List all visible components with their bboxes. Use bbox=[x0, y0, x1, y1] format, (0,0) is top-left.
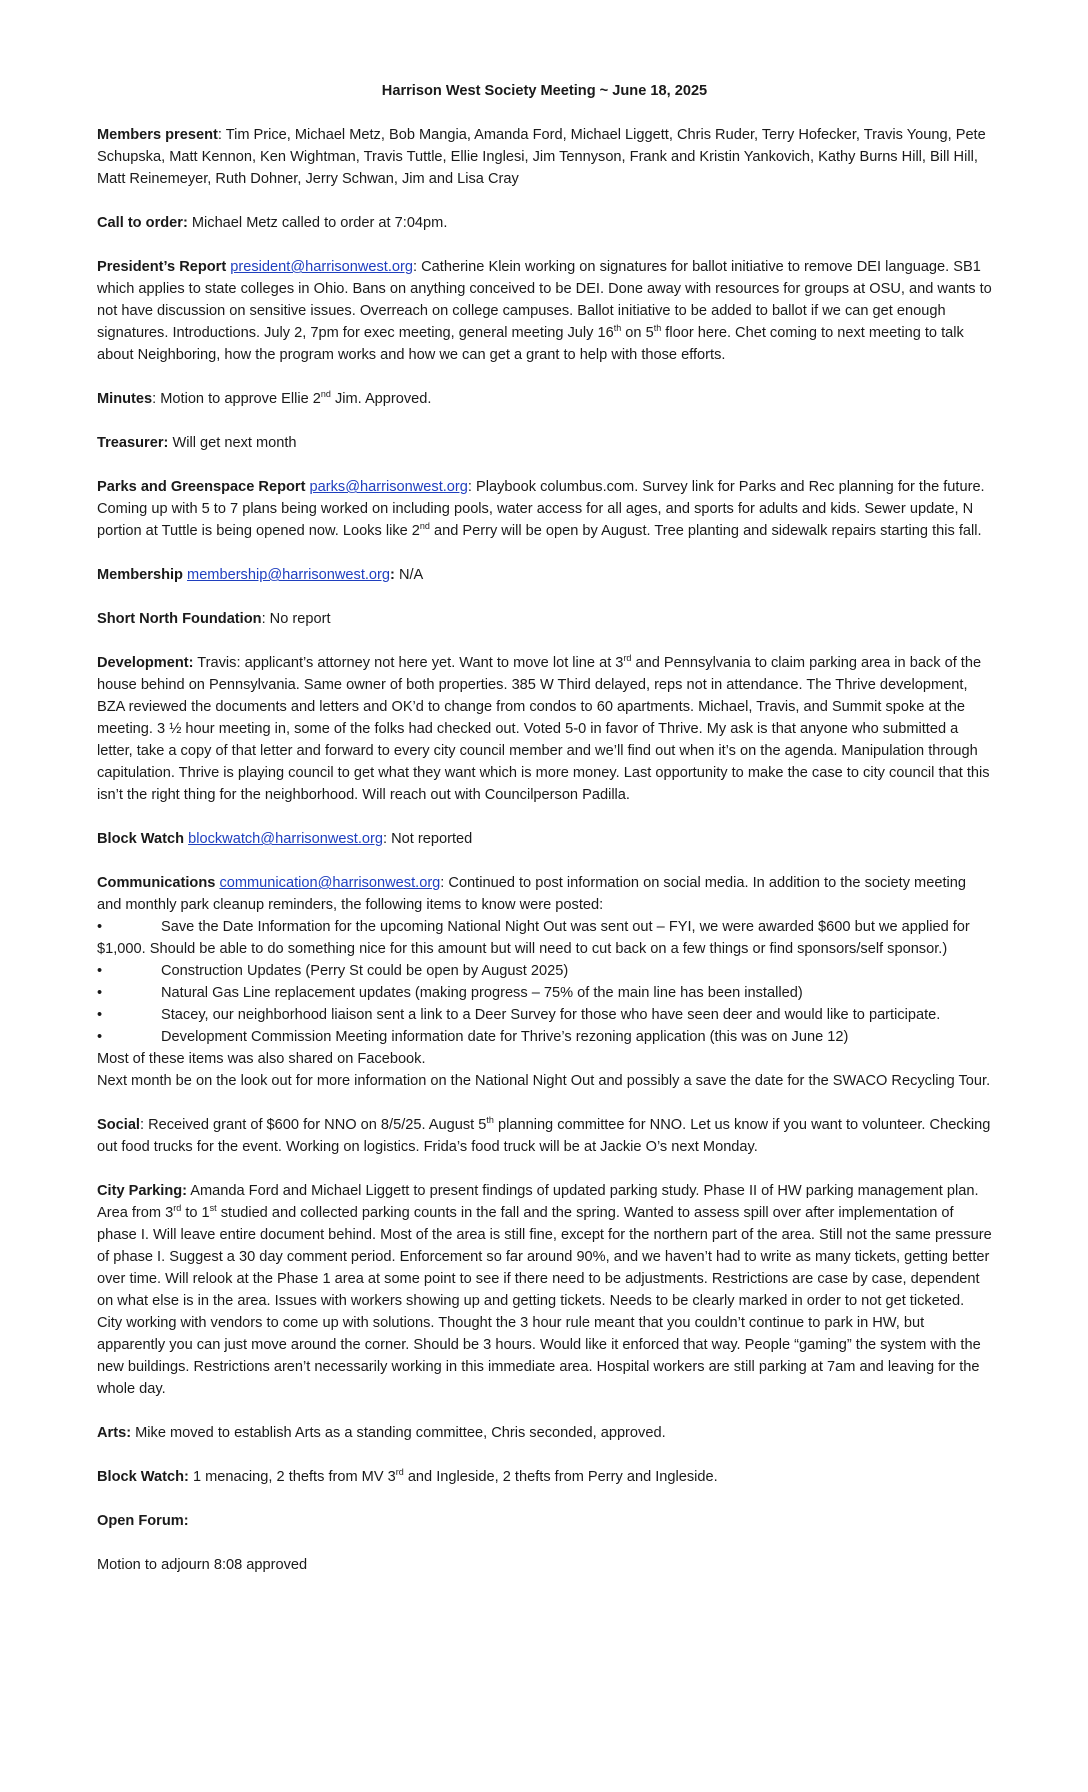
list-item bbox=[97, 1004, 992, 1026]
bullet-icon: • bbox=[97, 1029, 103, 1045]
snf-text: : No report bbox=[261, 611, 331, 627]
president-sup: th bbox=[613, 323, 622, 334]
communications-note: Next month be on the look out for more information on the National Night Out and possibly a save the date for the SWACO Recycling Tour. bbox=[97, 1073, 991, 1089]
development-section bbox=[97, 652, 992, 806]
treasurer-text: Will get next month bbox=[168, 435, 297, 451]
president-email-link[interactable]: president@harrisonwest.org bbox=[230, 259, 414, 275]
list-item-text: Natural Gas Line replacement updates (making progress – 75% of the main line has been installed) bbox=[161, 985, 803, 1001]
snf-label: Short North Foundation bbox=[97, 611, 262, 627]
list-item-text: Save the Date Information for the upcoming National Night Out was sent out – FYI, we were awarded $600 but we applied for $1,000. Should be able to do something nice for this amount but will need to cut back on a few things or find sponsors/self sponsor.) bbox=[97, 919, 970, 957]
blockwatch-email-link[interactable]: blockwatch@harrisonwest.org bbox=[188, 831, 383, 847]
adjourn-section bbox=[97, 1554, 992, 1576]
city-parking-label: City Parking: bbox=[97, 1183, 188, 1199]
city-parking-text: studied and collected parking counts in the fall and the spring. Wanted to assess spill over after implementation of phase I. Will leave entire document behind. Most of the area is still fine, except for the northern part of the area. Still not the same pressure of phase I. Suggest a 30 day comment period. Enforcement so far around 90%, and we haven’t had to write as many tickets, getting better over time. Will relook at the Phase 1 area at some point to see if there need to be adjustments. Restrictions are case by case, dependent on what else is in the area. Issues with workers showing up and getting tickets. Needs to be clearly marked in order to not get ticketed. City working with vendors to come up with solutions. Thought the 3 hour rule meant that you couldn’t continue to park in HW, but apparently you can just move around the corner. Should be 3 hours. Would like it enforced that way. People “gaming” the system with the new buildings. Restrictions aren’t necessarily working in this immediate area. Hospital workers are still parking at 7am and leaving for the whole day. bbox=[97, 1205, 992, 1397]
social-text: : Received grant of $600 for NNO on 8/5/25. August 5 bbox=[140, 1117, 487, 1133]
snf-section bbox=[97, 608, 992, 630]
arts-label: Arts: bbox=[97, 1425, 132, 1441]
membership-label: Membership bbox=[97, 567, 183, 583]
minutes-sup: nd bbox=[320, 389, 331, 400]
city-parking-section bbox=[97, 1180, 992, 1400]
call-to-order-text: Michael Metz called to order at 7:04pm. bbox=[187, 215, 448, 231]
minutes-section bbox=[97, 388, 992, 410]
bullet-icon: • bbox=[97, 919, 103, 935]
blockwatch-report-text: 1 menacing, 2 thefts from MV 3 bbox=[188, 1469, 396, 1485]
membership-text: N/A bbox=[394, 567, 424, 583]
list-item-text: Stacey, our neighborhood liaison sent a link to a Deer Survey for those who have seen deer and would like to participate. bbox=[161, 1007, 941, 1023]
list-item bbox=[97, 916, 992, 960]
president-sup: th bbox=[653, 323, 662, 334]
president-label: President’s Report bbox=[97, 259, 227, 275]
development-label: Development: bbox=[97, 655, 194, 671]
communications-note: Most of these items was also shared on Facebook. bbox=[97, 1051, 426, 1067]
arts-section bbox=[97, 1422, 992, 1444]
members-section bbox=[97, 124, 992, 190]
city-parking-sup: rd bbox=[173, 1203, 182, 1214]
development-sup: rd bbox=[623, 653, 632, 664]
communications-section bbox=[97, 872, 992, 1092]
open-forum-label: Open Forum: bbox=[97, 1513, 189, 1529]
blockwatch-section bbox=[97, 828, 992, 850]
parks-text: : Playbook columbus.com. Survey link for Parks and Rec planning for the future. Coming up with 5 to 7 plans being worked on including pools, water access for all ages, and sports for adults and kids. Sewer update, N portion at Tuttle is being opened now. Looks like 2 bbox=[97, 479, 985, 539]
treasurer-section bbox=[97, 432, 992, 454]
parks-email-link[interactable]: parks@harrisonwest.org bbox=[309, 479, 468, 495]
parks-sup: nd bbox=[419, 521, 430, 532]
adjourn-text: Motion to adjourn 8:08 approved bbox=[97, 1557, 308, 1573]
social-label: Social bbox=[97, 1117, 140, 1133]
minutes-label: Minutes bbox=[97, 391, 153, 407]
city-parking-text: to 1 bbox=[181, 1205, 210, 1221]
social-section bbox=[97, 1114, 992, 1158]
parks-text: and Perry will be open by August. Tree planting and sidewalk repairs starting this fall. bbox=[429, 523, 982, 539]
blockwatch-label: Block Watch bbox=[97, 831, 185, 847]
membership-email-link[interactable]: membership@harrisonwest.org bbox=[187, 567, 391, 583]
bullet-icon: • bbox=[97, 985, 103, 1001]
blockwatch-report-text: and Ingleside, 2 thefts from Perry and Ingleside. bbox=[403, 1469, 718, 1485]
list-item-text: Development Commission Meeting information date for Thrive’s rezoning application (this was on June 12) bbox=[161, 1029, 849, 1045]
city-parking-text: Amanda Ford and Michael Liggett to present findings of updated parking study. Phase II of HW parking management plan. Area from 3 bbox=[97, 1183, 979, 1221]
social-text: planning committee for NNO. Let us know if you want to volunteer. Checking out food trucks for the event. Working on logistics. Frida’s food truck will be at Jackie O’s next Monday. bbox=[97, 1117, 991, 1155]
list-item bbox=[97, 1026, 992, 1048]
members-label: Members present bbox=[97, 127, 218, 143]
list-item-text: Construction Updates (Perry St could be open by August 2025) bbox=[161, 963, 569, 979]
blockwatch-text: : Not reported bbox=[383, 831, 473, 847]
president-text: on 5 bbox=[621, 325, 654, 341]
communications-label: Communications bbox=[97, 875, 216, 891]
arts-text: Mike moved to establish Arts as a standing committee, Chris seconded, approved. bbox=[131, 1425, 666, 1441]
communications-text: : Continued to post information on social media. In addition to the society meeting and monthly park cleanup reminders, the following items to know were posted: bbox=[97, 875, 966, 913]
members-text: : Tim Price, Michael Metz, Bob Mangia, Amanda Ford, Michael Liggett, Chris Ruder, Terry Hofecker, Travis Young, Pete Schupska, Matt Kennon, Ken Wightman, Travis Tuttle, Ellie Inglesi, Jim Tennyson, Frank and Kristin Yankovich, Kathy Burns Hill, Bill Hill, Matt Reinemeyer, Ruth Dohner, Jerry Schwan, Jim and Lisa Cray bbox=[97, 127, 986, 187]
minutes-text: Jim. Approved. bbox=[330, 391, 432, 407]
minutes-text: : Motion to approve Ellie 2 bbox=[152, 391, 321, 407]
treasurer-label: Treasurer: bbox=[97, 435, 169, 451]
bullet-icon: • bbox=[97, 1007, 103, 1023]
bullet-icon: • bbox=[97, 963, 103, 979]
blockwatch-report-section bbox=[97, 1466, 992, 1488]
list-item bbox=[97, 960, 992, 982]
city-parking-sup: st bbox=[209, 1203, 217, 1214]
blockwatch-report-label: Block Watch: bbox=[97, 1469, 189, 1485]
blockwatch-report-sup: rd bbox=[395, 1467, 404, 1478]
development-text: and Pennsylvania to claim parking area in back of the house behind on Pennsylvania. Same owner of both properties. 385 W Third delayed, reps not in attendance. The Thrive development, BZA reviewed the documents and letters and OK’d to change from condos to 60 apartments. Michael, Travis, and Summit spoke at the meeting. 3 ½ hour meeting in, some of the folks had checked out. Voted 5-0 in favor of Thrive. My ask is that anyone who submitted a letter, take a copy of that letter and forward to every city council member and we’ll find out when it’s on the agenda. Manipulation through capitulation. Thrive is playing council to get what they want which is more money. Last opportunity to make the case to city council that this isn’t the right thing for the neighborhood. Will reach out with Councilperson Padilla. bbox=[97, 655, 990, 803]
social-sup: th bbox=[486, 1115, 494, 1126]
parks-label: Parks and Greenspace Report bbox=[97, 479, 306, 495]
president-text: : Catherine Klein working on signatures for ballot initiative to remove DEI language. SB1 which applies to state colleges in Ohio. Bans on anything conceived to be DEI. Done away with resources for groups at OSU, and wants to not have discussion on sensitive issues. Overreach on college campuses. Ballot initiative to be added to ballot if we can get enough signatures. Introductions. July 2, 7pm for exec meeting, general meeting July 16 bbox=[97, 259, 992, 341]
call-to-order-label: Call to order: bbox=[97, 215, 188, 231]
communications-email-link[interactable]: communication@harrisonwest.org bbox=[219, 875, 441, 891]
call-to-order-section bbox=[97, 212, 992, 234]
open-forum-section bbox=[97, 1510, 992, 1532]
president-section bbox=[97, 256, 992, 366]
parks-section bbox=[97, 476, 992, 542]
membership-section bbox=[97, 564, 992, 586]
document-title: Harrison West Society Meeting ~ June 18, 2025 bbox=[381, 83, 708, 99]
development-text: Travis: applicant’s attorney not here yet. Want to move lot line at 3 bbox=[193, 655, 624, 671]
president-text: floor here. Chet coming to next meeting to talk about Neighboring, how the program works and how we can get a grant to help with those efforts. bbox=[97, 325, 964, 363]
membership-colon: : bbox=[390, 567, 395, 583]
list-item bbox=[97, 982, 992, 1004]
